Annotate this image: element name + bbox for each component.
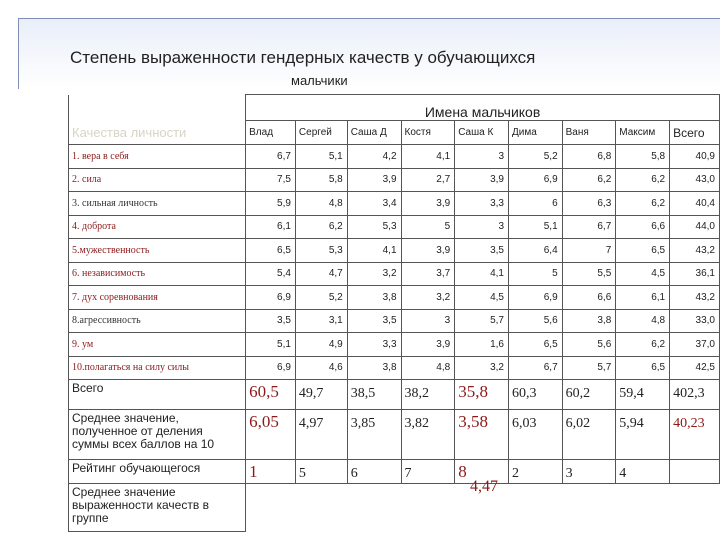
name-header-2: Сергей <box>295 121 347 145</box>
quality-label: 3. сильная личность <box>69 192 246 216</box>
score-cell: 3 <box>455 215 509 239</box>
quality-label: 2. сила <box>69 168 246 192</box>
name-header-8: Максим <box>616 121 670 145</box>
score-cell: 5,6 <box>562 333 616 357</box>
score-cell: 6 <box>509 192 563 216</box>
average-row-cell: 6,03 <box>509 410 563 460</box>
score-cell: 3,7 <box>401 262 455 286</box>
average-row-cell: 3,82 <box>401 410 455 460</box>
name-header-7: Ваня <box>562 121 616 145</box>
score-cell: 6,1 <box>246 215 296 239</box>
group-average-value: 4,47 <box>470 478 498 495</box>
table-row <box>69 286 720 310</box>
table-row <box>69 333 720 357</box>
score-cell: 5 <box>509 262 563 286</box>
score-cell: 6,9 <box>246 286 296 310</box>
score-cell: 3,4 <box>347 192 401 216</box>
score-cell: 6,6 <box>562 286 616 310</box>
score-cell: 5,6 <box>509 309 563 333</box>
rank-row-cell: 3 <box>562 460 616 484</box>
score-cell: 3 <box>401 309 455 333</box>
total-row-cell: 38,5 <box>347 380 401 410</box>
names-header: Имена мальчиков <box>246 95 720 121</box>
score-cell: 3,3 <box>347 333 401 357</box>
table-row <box>69 309 720 333</box>
score-cell: 3,2 <box>347 262 401 286</box>
score-cell: 4,1 <box>401 145 455 169</box>
score-cell: 5,1 <box>246 333 296 357</box>
average-row-cell: 6,02 <box>562 410 616 460</box>
score-cell: 6,2 <box>616 168 670 192</box>
score-cell: 5,1 <box>295 145 347 169</box>
score-cell: 5,3 <box>347 215 401 239</box>
score-cell: 4,5 <box>455 286 509 310</box>
average-row <box>69 410 720 460</box>
row-total-cell: 43,2 <box>670 286 720 310</box>
rank-row-cell: 1 <box>246 460 296 484</box>
total-row-cell: 38,2 <box>401 380 455 410</box>
total-row-cell: 60,2 <box>562 380 616 410</box>
score-cell: 7 <box>562 239 616 263</box>
score-cell: 5,1 <box>509 215 563 239</box>
page-title: Степень выраженности гендерных качеств у обучающихся <box>70 48 536 67</box>
score-cell: 4,9 <box>295 333 347 357</box>
table-row <box>69 192 720 216</box>
score-cell: 3,5 <box>246 309 296 333</box>
total-row-cell: 59,4 <box>616 380 670 410</box>
score-cell: 6,5 <box>616 239 670 263</box>
quality-label: 8.агрессивность <box>69 309 246 333</box>
quality-label: 10.полагаться на силу силы <box>69 356 246 380</box>
quality-label: 5.мужественность <box>69 239 246 263</box>
score-cell: 6,7 <box>562 215 616 239</box>
name-header-1: Влад <box>246 121 296 145</box>
quality-label: 7. дух соревнования <box>69 286 246 310</box>
score-cell: 5,4 <box>246 262 296 286</box>
score-cell: 2,7 <box>401 168 455 192</box>
score-cell: 4,6 <box>295 356 347 380</box>
rank-row <box>69 460 720 484</box>
score-cell: 6,2 <box>562 168 616 192</box>
quality-label: 1. вера в себя <box>69 145 246 169</box>
score-cell: 5,2 <box>509 145 563 169</box>
score-cell: 4,8 <box>401 356 455 380</box>
score-cell: 4,2 <box>347 145 401 169</box>
group-average-label: Среднее значение выраженности качеств в группе <box>69 484 246 532</box>
score-cell: 3,8 <box>347 286 401 310</box>
name-header-4: Костя <box>401 121 455 145</box>
row-total-cell: 33,0 <box>670 309 720 333</box>
average-row-cell: 5,94 <box>616 410 670 460</box>
score-cell: 5,9 <box>246 192 296 216</box>
score-cell: 6,5 <box>509 333 563 357</box>
total-row-cell: 35,8 <box>455 380 509 410</box>
score-cell: 6,8 <box>562 145 616 169</box>
rank-row-cell: 8 <box>455 460 509 484</box>
average-row-sum: 40,23 <box>670 410 720 460</box>
score-cell: 3 <box>455 145 509 169</box>
score-cell: 7,5 <box>246 168 296 192</box>
table-body <box>69 95 720 532</box>
score-cell: 1,6 <box>455 333 509 357</box>
score-cell: 6,2 <box>295 215 347 239</box>
score-cell: 6,2 <box>616 192 670 216</box>
score-cell: 5,2 <box>295 286 347 310</box>
score-cell: 5,5 <box>562 262 616 286</box>
score-cell: 4,8 <box>295 192 347 216</box>
column-header-row <box>69 121 720 145</box>
total-row-cell: 60,5 <box>246 380 296 410</box>
score-cell: 3,8 <box>347 356 401 380</box>
score-cell: 3,5 <box>455 239 509 263</box>
score-cell: 5,8 <box>295 168 347 192</box>
name-header-6: Дима <box>509 121 563 145</box>
row-total-cell: 44,0 <box>670 215 720 239</box>
row-total-cell: 43,0 <box>670 168 720 192</box>
score-cell: 6,7 <box>509 356 563 380</box>
score-cell: 4,5 <box>616 262 670 286</box>
score-cell: 3,5 <box>347 309 401 333</box>
score-cell: 3,1 <box>295 309 347 333</box>
table-row <box>69 262 720 286</box>
score-cell: 5,8 <box>616 145 670 169</box>
score-cell: 4,7 <box>295 262 347 286</box>
score-cell: 5,7 <box>562 356 616 380</box>
rank-row-cell: 7 <box>401 460 455 484</box>
score-cell: 6,9 <box>509 168 563 192</box>
score-cell: 3,9 <box>401 333 455 357</box>
quality-label: 9. ум <box>69 333 246 357</box>
average-row-cell: 4,97 <box>295 410 347 460</box>
total-row-label: Всего <box>69 380 246 410</box>
score-cell: 6,5 <box>246 239 296 263</box>
row-total-cell: 42,5 <box>670 356 720 380</box>
score-cell: 3,9 <box>401 239 455 263</box>
score-cell: 6,9 <box>246 356 296 380</box>
score-cell: 4,1 <box>455 262 509 286</box>
score-cell: 6,2 <box>616 333 670 357</box>
score-cell: 4,8 <box>616 309 670 333</box>
table-row <box>69 145 720 169</box>
score-cell: 6,7 <box>246 145 296 169</box>
total-row <box>69 380 720 410</box>
row-total-cell: 40,9 <box>670 145 720 169</box>
score-cell: 6,4 <box>509 239 563 263</box>
row-total-cell: 37,0 <box>670 333 720 357</box>
rank-row-cell: 5 <box>295 460 347 484</box>
row-total-cell: 43,2 <box>670 239 720 263</box>
score-cell: 3,2 <box>455 356 509 380</box>
rank-row-cell: 6 <box>347 460 401 484</box>
average-row-cell: 3,85 <box>347 410 401 460</box>
score-cell: 3,3 <box>455 192 509 216</box>
total-row-sum: 402,3 <box>670 380 720 410</box>
table-corner-cell <box>69 95 246 121</box>
table-row <box>69 239 720 263</box>
score-cell: 4,1 <box>347 239 401 263</box>
score-cell: 3,8 <box>562 309 616 333</box>
rank-row-sum <box>670 460 720 484</box>
score-cell: 3,9 <box>401 192 455 216</box>
gender-qualities-table <box>68 94 720 532</box>
rank-row-label: Рейтинг обучающегося <box>69 460 246 484</box>
average-row-cell: 3,58 <box>455 410 509 460</box>
quality-label: 4. доброта <box>69 215 246 239</box>
score-cell: 5,7 <box>455 309 509 333</box>
quality-header: Качества личности <box>69 121 246 145</box>
score-cell: 3,2 <box>401 286 455 310</box>
score-cell: 6,6 <box>616 215 670 239</box>
rank-row-cell: 2 <box>509 460 563 484</box>
average-row-label: Среднее значение, полученное от деления суммы всех баллов на 10 <box>69 410 246 460</box>
score-cell: 6,9 <box>509 286 563 310</box>
name-header-5: Саша К <box>455 121 509 145</box>
total-row-cell: 60,3 <box>509 380 563 410</box>
table-row <box>69 215 720 239</box>
score-cell: 6,1 <box>616 286 670 310</box>
row-total-cell: 40,4 <box>670 192 720 216</box>
total-header: Всего <box>670 121 720 145</box>
score-cell: 6,3 <box>562 192 616 216</box>
average-row-cell: 6,05 <box>246 410 296 460</box>
score-cell: 3,9 <box>347 168 401 192</box>
score-cell: 5,3 <box>295 239 347 263</box>
score-cell: 6,5 <box>616 356 670 380</box>
row-total-cell: 36,1 <box>670 262 720 286</box>
name-header-3: Саша Д <box>347 121 401 145</box>
rank-row-cell: 4 <box>616 460 670 484</box>
page-subtitle: мальчики <box>291 73 348 88</box>
score-cell: 3,9 <box>455 168 509 192</box>
total-row-cell: 49,7 <box>295 380 347 410</box>
quality-label: 6. независимость <box>69 262 246 286</box>
group-average-row <box>69 484 720 532</box>
score-cell: 5 <box>401 215 455 239</box>
table-row <box>69 168 720 192</box>
table-row <box>69 356 720 380</box>
